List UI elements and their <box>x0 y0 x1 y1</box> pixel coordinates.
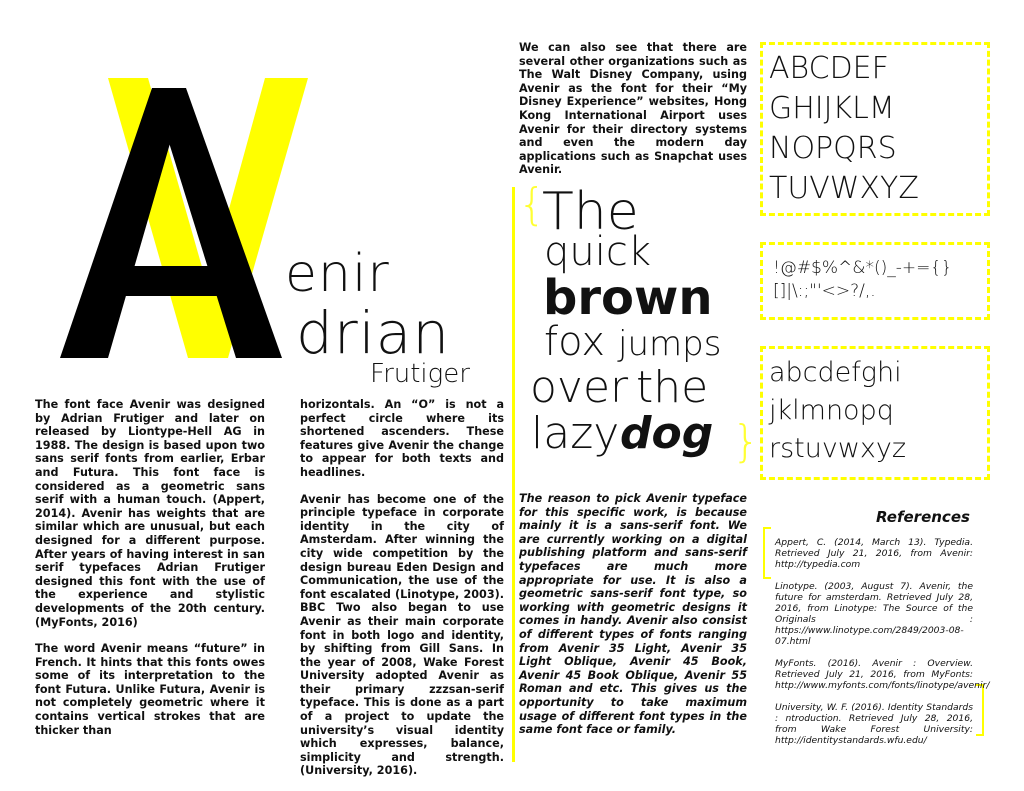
paragraph: Avenir has become one of the principle typeface in corporate identity in the city of Amsterdam. After winning the city wide competition by the design bureau Eden Design and Communication, the use of the font escalated (Linotype, 2003). BBC Two also began to use Avenir as their main corporate font in both logo and identity, by shifting from Gill Sans. In the year of 2008, Wake Forest University adopted Avenir as their primary zzzsan-serif typeface. This is done as a part of a project to update the university’s visual identity which expresses, balance, simplicity and strength. (University, 2016). <box>300 492 504 778</box>
glyph-row: jklmnopq <box>769 395 894 426</box>
reference-list <box>775 537 990 757</box>
pangram-open-brace: { <box>518 179 546 230</box>
body-column-1 <box>35 398 265 750</box>
pangram-word-the: The <box>542 182 639 242</box>
body-column-3 <box>519 41 747 190</box>
paragraph: We can also see that there are several other organizations such as The Walt Disney Company, using Avenir as the font for their “My Disney Experience” websites, Hong Kong International Airport uses Avenir for their directory systems and even the modern day applications such as Snapchat uses Avenir. <box>519 41 747 177</box>
glyph-row: !@#$%^&*()_-+={} <box>773 258 953 278</box>
logo-word-drian: drian <box>296 299 451 367</box>
lowercase-glyph-box <box>760 346 990 480</box>
pangram-word-brown: brown <box>543 270 713 326</box>
logo-a-crossbar <box>108 266 236 296</box>
reference-item: MyFonts. (2016). Avenir : Overview. Retrieved July 21, 2016, from MyFonts: http://www.myfonts.com/fonts/linotype/avenir/ <box>775 658 990 691</box>
logo-word-frutiger: Frutiger <box>370 359 470 389</box>
glyph-row: []|\:;"'<>?/,. <box>773 281 876 301</box>
pangram-close-brace: } <box>732 416 760 467</box>
paragraph: The word Avenir means “future” in French. It hints that this fonts owes some of its interpretation to the font Futura. Unlike Futura, Avenir is not completely geometric where it contains vertical strokes that are thicker than <box>35 642 265 737</box>
reference-bracket-left <box>763 527 771 579</box>
reference-item: Linotype. (2003, August 7). Avenir, the future for amsterdam. Retrieved July 28, 2016, from Linotype: The Source of the Originals : https://www.linotype.com/2849/2003-08-07.html <box>775 581 973 647</box>
paragraph: horizontals. An “O” is not a perfect circle where its shortened ascenders. These features give Avenir the change to appear for both texts and headlines. <box>300 398 504 479</box>
pangram-word-lazy: lazy <box>531 408 620 459</box>
body-column-2 <box>300 398 504 791</box>
uppercase-glyph-box <box>760 42 990 216</box>
symbol-glyph-box <box>760 242 990 320</box>
references-heading: References <box>876 508 970 526</box>
pangram-word-quick: quick <box>544 229 652 275</box>
yellow-divider-bar <box>512 187 515 762</box>
reference-item: University, W. F. (2016). Identity Standards : ntroduction. Retrieved July 28, 2016, from Wake Forest University: http://identitystandards.wfu.edu/ <box>775 702 973 746</box>
paragraph: The font face Avenir was designed by Adrian Frutiger and later on released by Liontype-Hell AG in 1988. The design is based upon two sans serif fonts from earlier, Erbar and Futura. This font face is considered as a geometric sans serif with a human touch. (Appert, 2014). Avenir has weights that are similar which are unusual, but each designed for a different purpose. After years of having interest in san serif typefaces Adrian Frutiger designed this font with the use of the experience and stylistic developments of the 20th century. (MyFonts, 2016) <box>35 398 265 629</box>
glyph-row: ABCDEF <box>769 51 889 86</box>
glyph-row: NOPQRS <box>769 131 897 166</box>
reference-item: Appert, C. (2014, March 13). Typedia. Retrieved July 21, 2016, from Avenir: http://typedia.com <box>775 537 973 570</box>
glyph-row: rstuvwxyz <box>769 433 907 464</box>
pangram-word-dog: dog <box>620 408 714 459</box>
glyph-row: TUVWXYZ <box>769 171 919 206</box>
reference-bracket-right <box>976 684 984 736</box>
avenir-logo <box>60 78 310 368</box>
glyph-row: GHIJKLM <box>769 91 895 126</box>
italic-reason-paragraph: The reason to pick Avenir typeface for this specific work, is because mainly it is a sans-serif font. We are currently working on a digital publishing platform and sans-serif typefaces are much more appropriate for use. It is also a geometric sans-serif font type, so working with geometric designs it comes in handy. Avenir also consist of different types of fonts ranging from Avenir 35 Light, Avenir 35 Light Oblique, Avenir 45 Book, Avenir 45 Book Oblique, Avenir 55 Roman and etc. This gives us the opportunity to take maximum usage of different font types in the same font face or family. <box>519 492 747 737</box>
logo-word-enir: enir <box>285 244 390 304</box>
pangram-word-over: over <box>530 362 629 413</box>
pangram-word-fox: fox <box>544 319 605 365</box>
pangram-word-the-2: the <box>636 362 709 413</box>
pangram-word-jumps: jumps <box>618 324 722 364</box>
glyph-row: abcdefghi <box>769 357 902 388</box>
